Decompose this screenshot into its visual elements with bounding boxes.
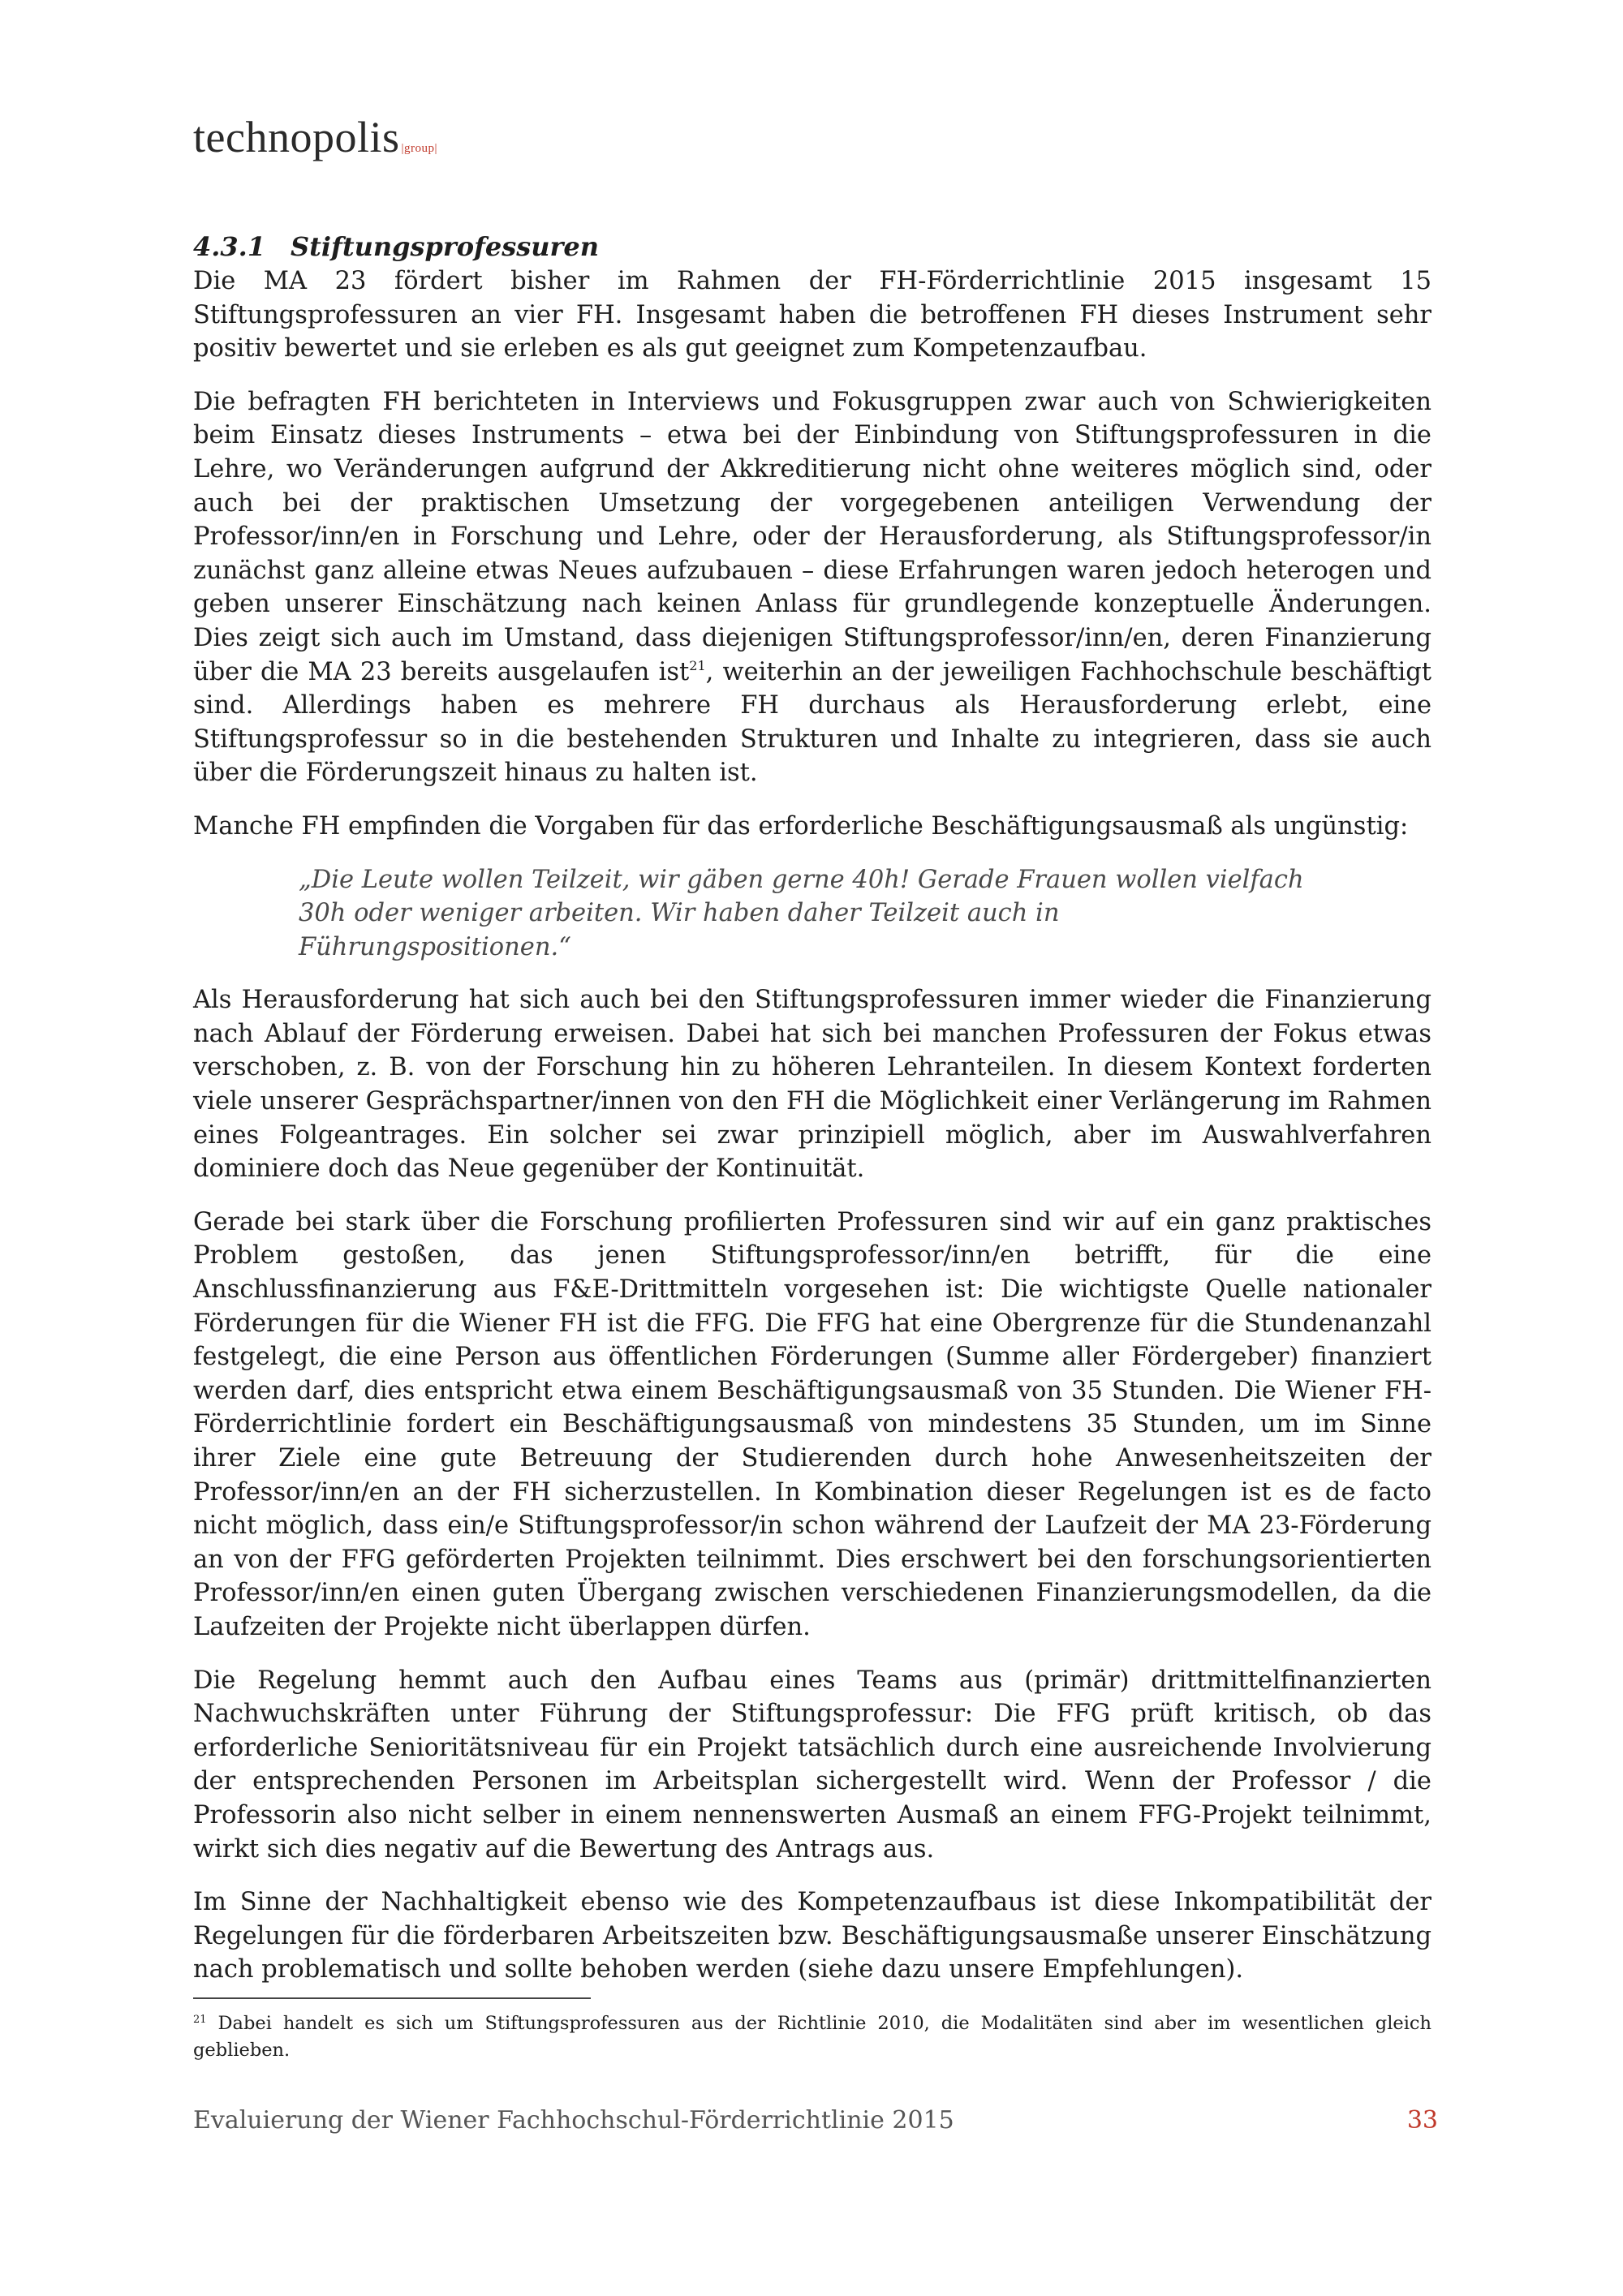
footnote-reference[interactable]: 21 [689, 657, 706, 673]
paragraph-1: Die MA 23 fördert bisher im Rahmen der FH-Förderrichtlinie 2015 insgesamt 15 Stiftungsprofessuren an vier FH. Insgesamt haben die betroffenen FH dieses Instrument sehr positiv bewertet und sie erleben es als gut geeignet zum Kompetenzaufbau. [193, 267, 1431, 363]
paragraph-7: Im Sinne der Nachhaltigkeit ebenso wie des Kompetenzaufbaus ist diese Inkompatibilität der Regelungen für die förderbaren Arbeitszeiten bzw. Beschäftigungsausmaße unserer Einschätzung nach problematisch und sollte behoben werden (siehe dazu unsere Empfehlungen). [193, 1888, 1431, 1984]
section-title: Stiftungsprofessuren [291, 231, 599, 262]
footer-title: Evaluierung der Wiener Fachhochschul-Förderrichtlinie 2015 [193, 2106, 954, 2135]
footnote-divider [193, 1997, 591, 1999]
footnote-number: 21 [193, 2014, 207, 2026]
footnote-text: Dabei handelt es sich um Stiftungsprofessuren aus der Richtlinie 2010, die Modalitäten sind aber im wesentlichen gleich geblieben. [193, 2013, 1432, 2061]
section-number: 4.3.1 [193, 231, 266, 262]
logo-text: technopolis [193, 113, 400, 161]
block-quote: „Die Leute wollen Teilzeit, wir gäben gerne 40h! Gerade Frauen wollen vielfach 30h oder weniger arbeiten. Wir haben daher Teilzeit auch in Führungspositionen.“ [299, 865, 1304, 961]
paragraph-3: Manche FH empfinden die Vorgaben für das erforderliche Beschäftigungsausmaß als ungünstig: [193, 811, 1409, 841]
paragraph-5: Gerade bei stark über die Forschung profilierten Professuren sind wir auf ein ganz praktisches Problem gestoßen, das jenen Stiftungsprofessor/inn/en betrifft, für die eine Anschlussfinanzierung aus F&E-Drittmitteln vorgesehen ist: Die wichtigste Quelle nationaler Förderungen für die Wiener FH ist die FFG. Die FFG hat eine Obergrenze für die Stundenanzahl festgelegt, die eine Person aus öffentlichen Förderungen (Summe aller Fördergeber) finanziert werden darf, dies entspricht etwa einem Beschäftigungsausmaß von 35 Stunden. Die Wiener FH-Förderrichtlinie fordert ein Beschäftigungsausmaß von mindestens 35 Stunden, um im Sinne ihrer Ziele eine gute Betreuung der Studierenden durch hohe Anwesenheitszeiten der Professor/inn/en an der FH sicherzustellen. In Kombination dieser Regelungen ist es de facto nicht möglich, dass ein/e Stiftungsprofessor/in schon während der Laufzeit der MA 23-Förderung an von der FFG geförderten Projekten teilnimmt. Dies erschwert bei den forschungsorientierten Professor/inn/en einen guten Übergang zwischen verschiedenen Finanzierungsmodellen, da die Laufzeiten der Projekte nicht überlappen dürfen. [193, 1207, 1431, 1641]
paragraph-2 [193, 385, 1431, 790]
paragraph-2-part-a: Die befragten FH berichteten in Interviews und Fokusgruppen zwar auch von Schwierigkeiten beim Einsatz dieses Instruments – etwa bei der Einbindung von Stiftungsprofessuren in die Lehre, wo Veränderungen aufgrund der Akkreditierung nicht ohne weiteres möglich sind, oder auch bei der praktischen Umsetzung der vorgegebenen anteiligen Verwendung der Professor/inn/en in Forschung und Lehre, oder der Herausforderung, als Stiftungsprofessor/in zunächst ganz alleine etwas Neues aufzubauen – diese Erfahrungen waren jedoch heterogen und geben unserer Einschätzung nach keinen Anlass für grundlegende konzeptuelle Änderungen. Dies zeigt sich auch im Umstand, dass diejenigen Stiftungsprofessor/inn/en, deren Finanzierung über die MA 23 bereits ausgelaufen ist [193, 387, 1431, 686]
section-heading [193, 229, 1431, 264]
footnote [193, 2010, 1431, 2064]
page-number: 33 [1406, 2106, 1438, 2135]
main-content [193, 229, 1431, 2006]
paragraph-4: Als Herausforderung hat sich auch bei den Stiftungsprofessuren immer wieder die Finanzierung nach Ablauf der Förderung erweisen. Dabei hat sich bei manchen Professuren der Fokus etwas verschoben, z. B. von der Forschung hin zu höheren Lehranteilen. In diesem Kontext forderten viele unserer Gesprächspartner/innen von den FH die Möglichkeit einer Verlängerung im Rahmen eines Folgeantrages. Ein solcher sei zwar prinzipiell möglich, aber im Auswahlverfahren dominiere doch das Neue gegenüber der Kontinuität. [193, 986, 1431, 1184]
paragraph-2-part-b: , weiterhin an der jeweiligen Fachhochschule beschäftigt sind. Allerdings haben es mehrere FH durchaus als Herausforderung erlebt, eine Stiftungsprofessur so in die bestehenden Strukturen und Inhalte zu integrieren, dass sie auch über die Förderungszeit hinaus zu halten ist. [193, 657, 1432, 788]
technopolis-logo [193, 112, 437, 162]
paragraph-6: Die Regelung hemmt auch den Aufbau eines Teams aus (primär) drittmittelfinanzierten Nachwuchskräften unter Führung der Stiftungsprofessur: Die FFG prüft kritisch, ob das erforderliche Senioritätsniveau für ein Projekt tatsächlich durch eine ausreichende Involvierung der entsprechenden Personen im Arbeitsplan sichergestellt wird. Wenn der Professor / die Professorin also nicht selber in einem nennenswerten Ausmaß an einem FFG-Projekt teilnimmt, wirkt sich dies negativ auf die Bewertung des Antrags aus. [193, 1666, 1431, 1864]
logo-suffix: |group| [401, 142, 437, 155]
